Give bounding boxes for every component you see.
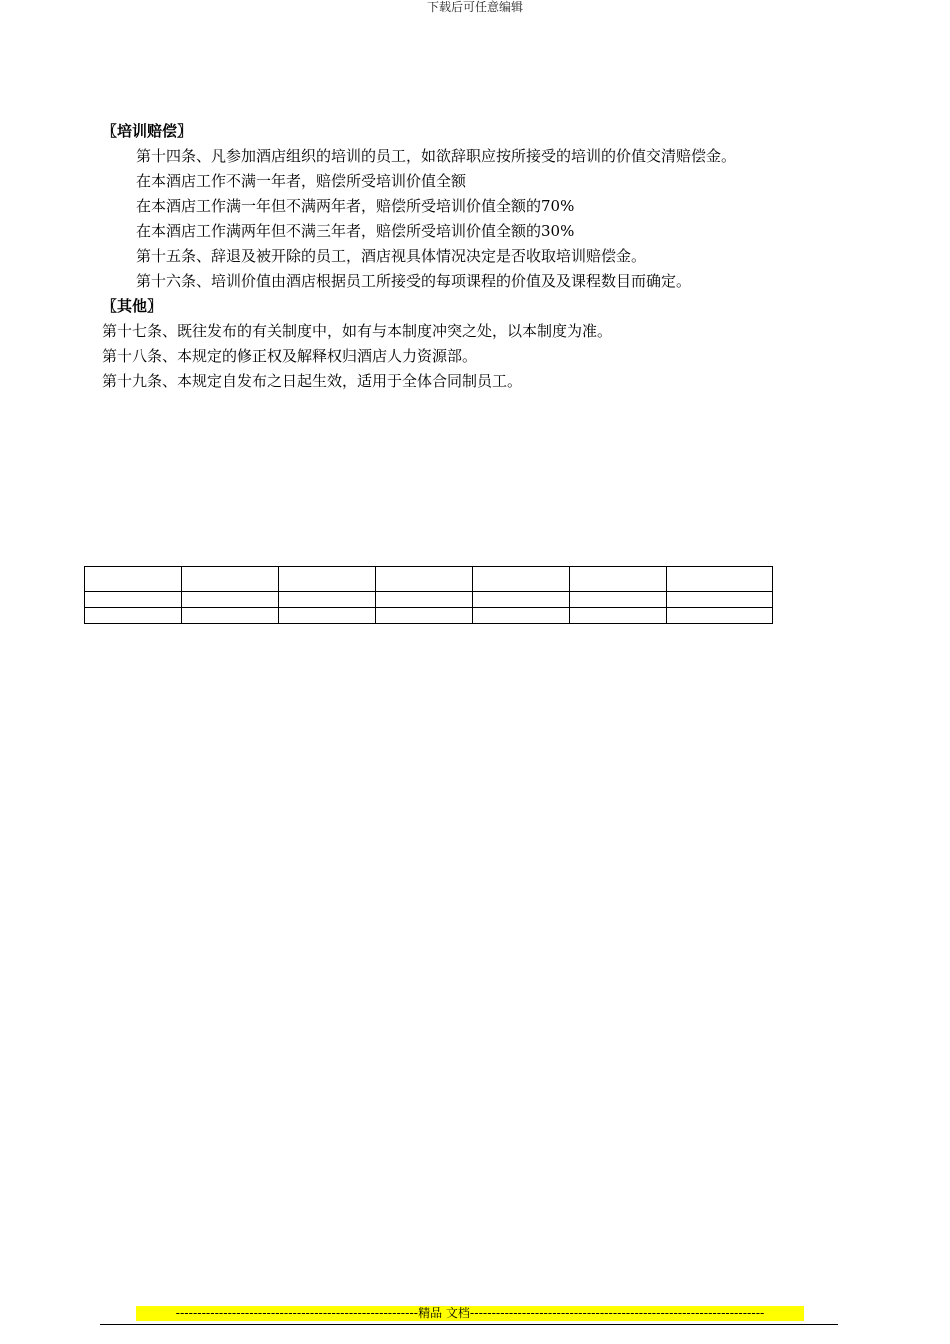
section-heading-training: 〖培训赔偿〗 bbox=[102, 122, 193, 140]
clause-14-item-2: 在本酒店工作满一年但不满两年者，赔偿所受培训价值全额的70% bbox=[136, 197, 575, 215]
table-cell bbox=[570, 592, 667, 608]
table-cell bbox=[473, 567, 570, 592]
table-cell bbox=[376, 592, 473, 608]
table-cell bbox=[182, 567, 279, 592]
clause-19: 第十九条、本规定自发布之日起生效，适用于全体合同制员工。 bbox=[102, 372, 523, 390]
footer-divider bbox=[100, 1324, 838, 1325]
table-row bbox=[85, 592, 773, 608]
table-cell bbox=[279, 608, 376, 624]
table-cell bbox=[85, 608, 182, 624]
clause-14-item-3: 在本酒店工作满两年但不满三年者，赔偿所受培训价值全额的30% bbox=[136, 222, 575, 240]
clause-14: 第十四条、凡参加酒店组织的培训的员工，如欲辞职应按所接受的培训的价值交清赔偿金。 bbox=[136, 147, 737, 165]
table-row bbox=[85, 567, 773, 592]
table-cell bbox=[473, 592, 570, 608]
clause-14-item-1: 在本酒店工作不满一年者，赔偿所受培训价值全额 bbox=[136, 172, 467, 190]
clause-15: 第十五条、辞退及被开除的员工，酒店视具体情况决定是否收取培训赔偿金。 bbox=[136, 247, 647, 265]
table-row bbox=[85, 608, 773, 624]
table-cell bbox=[570, 567, 667, 592]
table-cell bbox=[376, 567, 473, 592]
section-heading-other: 〖其他〗 bbox=[102, 297, 163, 315]
empty-table bbox=[84, 566, 773, 624]
footer-banner: --------------------------------------------------------精品 文档-------------------------------------------------------------------- bbox=[136, 1306, 804, 1321]
table-cell bbox=[85, 592, 182, 608]
table-cell bbox=[279, 567, 376, 592]
clause-16: 第十六条、培训价值由酒店根据员工所接受的每项课程的价值及及课程数目而确定。 bbox=[136, 272, 692, 290]
table-cell bbox=[667, 592, 773, 608]
table-cell bbox=[473, 608, 570, 624]
table-cell bbox=[182, 592, 279, 608]
table-cell bbox=[279, 592, 376, 608]
table-cell bbox=[85, 567, 182, 592]
page-header-note: 下载后可任意编辑 bbox=[426, 0, 523, 14]
table-cell bbox=[667, 567, 773, 592]
table-cell bbox=[570, 608, 667, 624]
clause-17: 第十七条、既往发布的有关制度中，如有与本制度冲突之处，以本制度为准。 bbox=[102, 322, 613, 340]
clause-18: 第十八条、本规定的修正权及解释权归酒店人力资源部。 bbox=[102, 347, 478, 365]
table-cell bbox=[376, 608, 473, 624]
table-cell bbox=[667, 608, 773, 624]
table-cell bbox=[182, 608, 279, 624]
